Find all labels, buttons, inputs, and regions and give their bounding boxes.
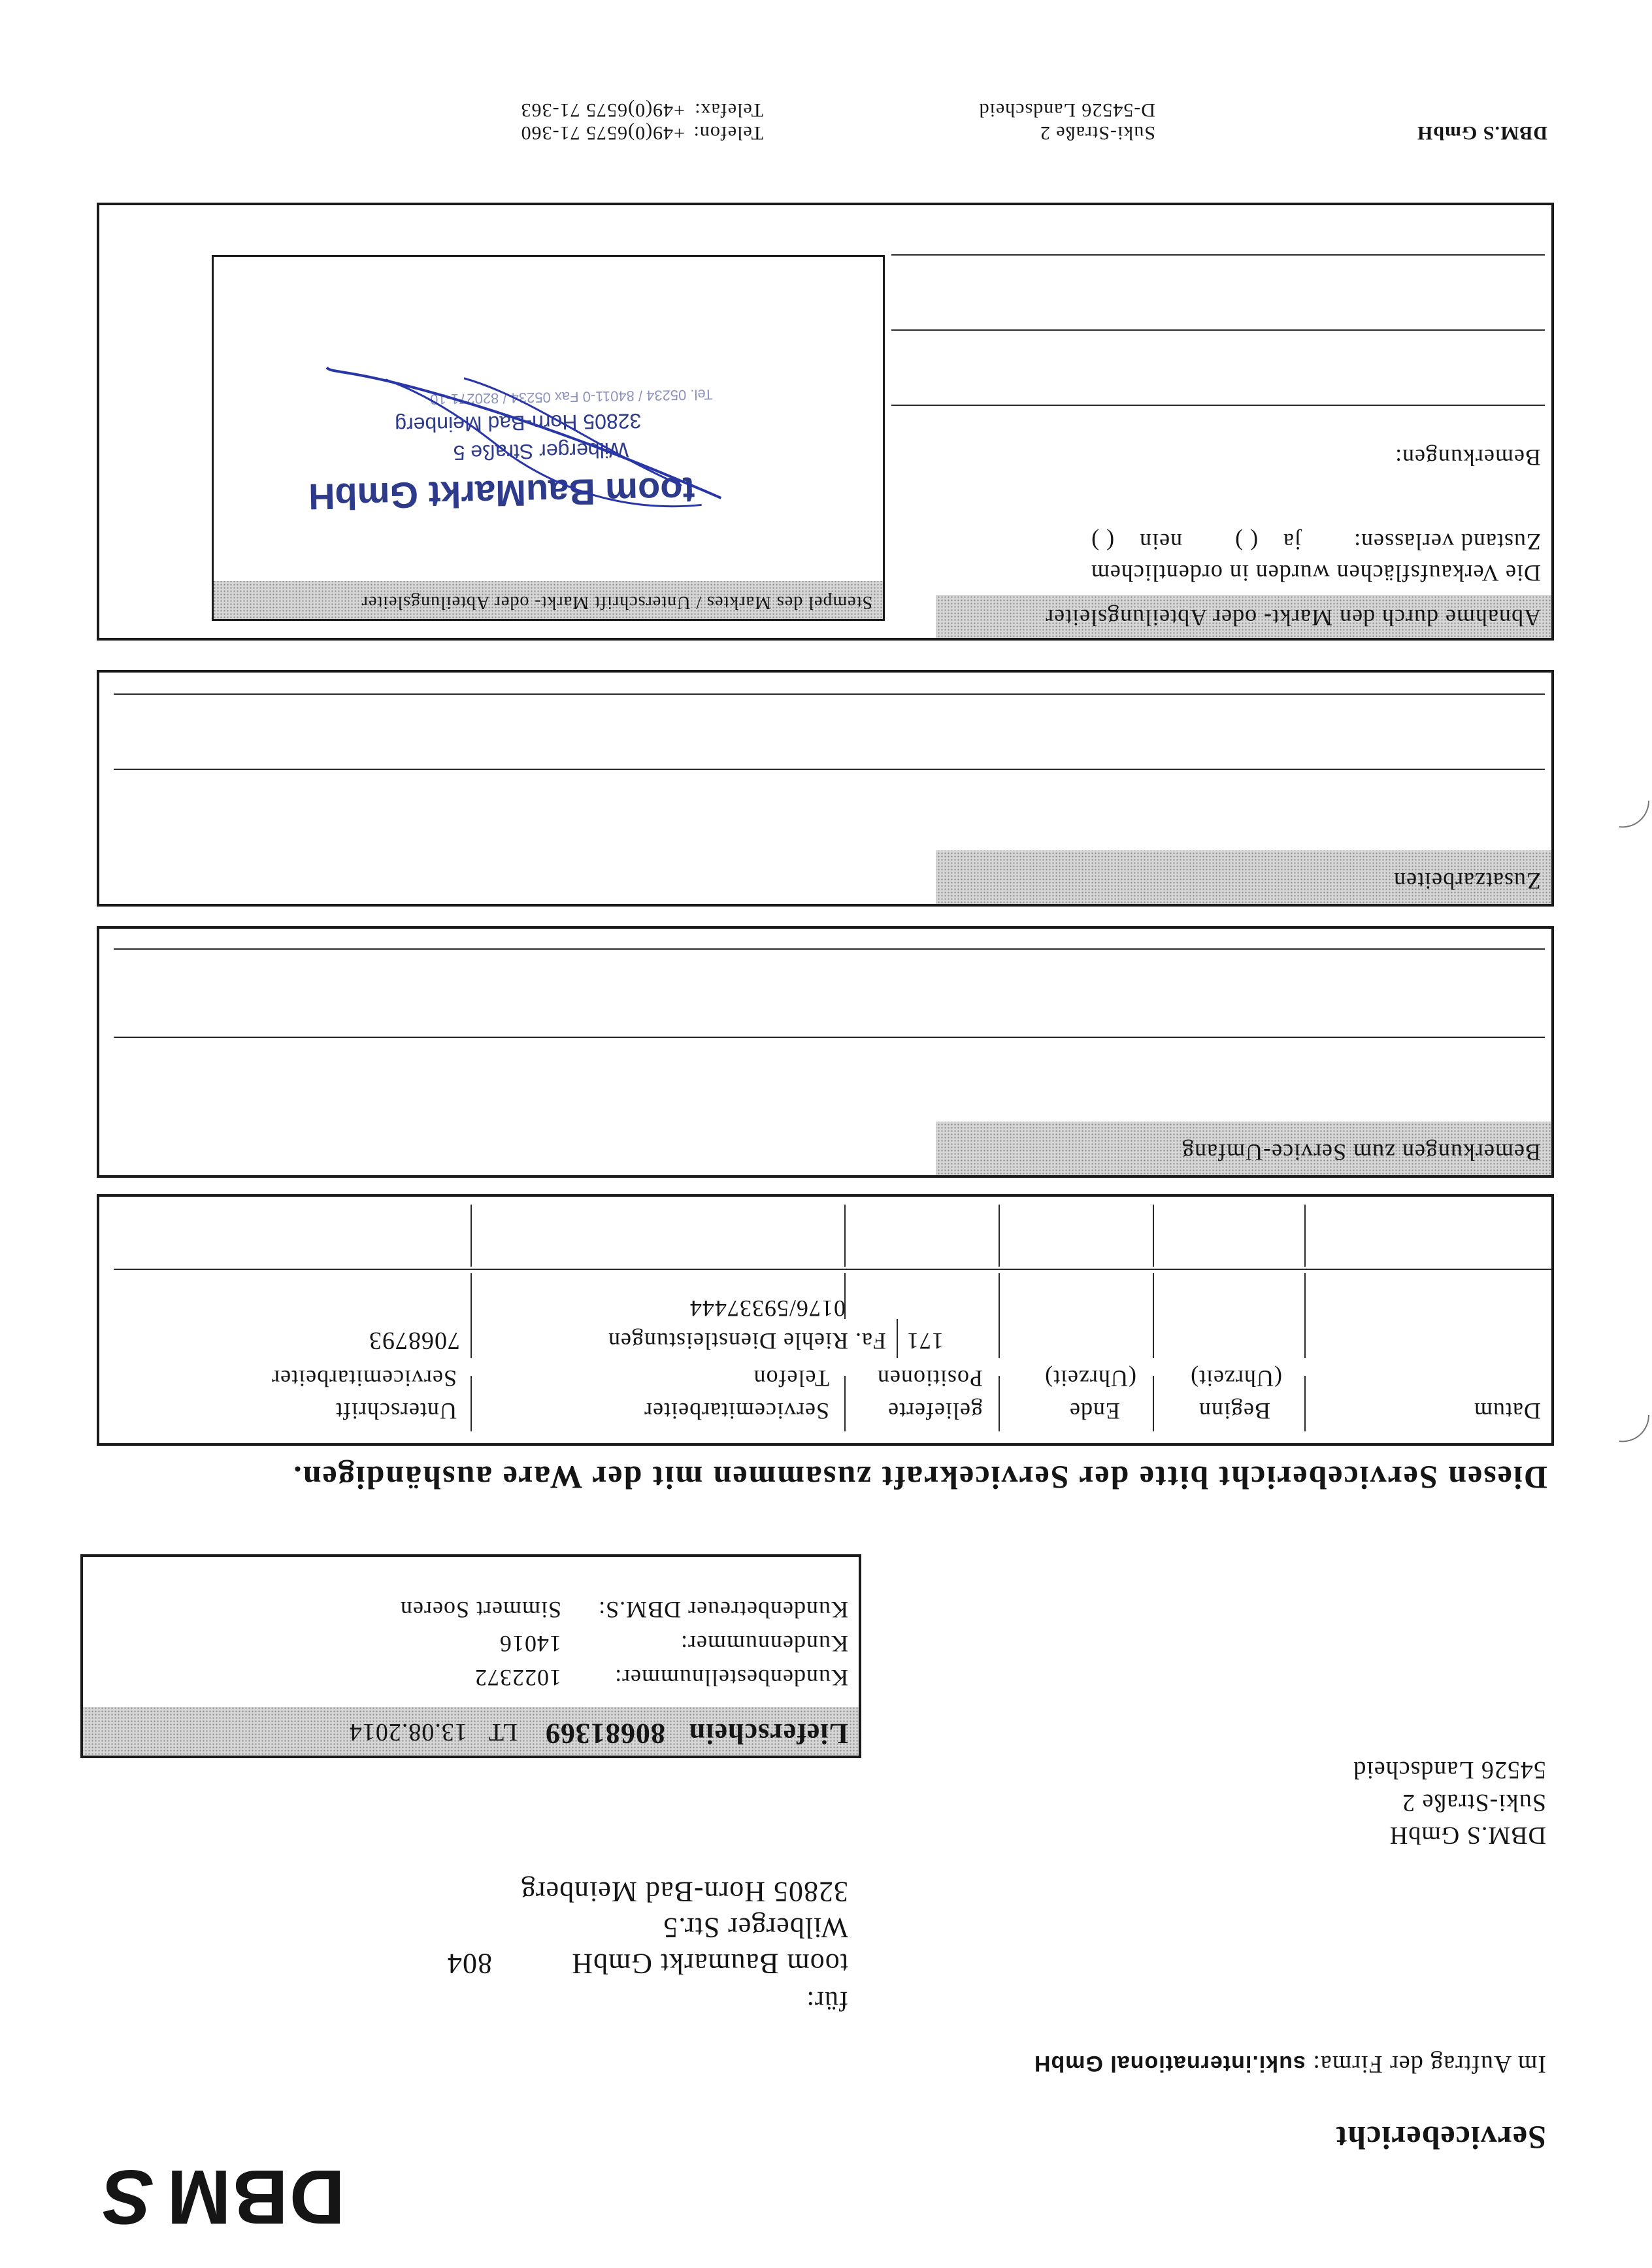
- ja-checkbox[interactable]: ( ): [1234, 529, 1259, 555]
- row-divider: [999, 1205, 1000, 1267]
- row-divider: [999, 1273, 1000, 1358]
- kundenbestellnummer-label: Kundenbestellnummer:: [614, 1665, 848, 1691]
- row-divider: [844, 1273, 846, 1319]
- punch-hole-mark: [1613, 791, 1652, 830]
- abnahme-box: [97, 203, 1554, 641]
- abnahme-header: Abnahme durch den Markt- oder Abteilungsleiter: [936, 595, 1551, 638]
- col-header-unterschrift: Unterschrift: [335, 1398, 457, 1424]
- row-divider: [471, 1205, 472, 1267]
- stamp-line4: Tel. 05234 / 84011-0 Fax 05234 / 820271-10: [429, 386, 713, 408]
- lieferschein-lt: LT: [487, 1718, 518, 1746]
- lieferschein-label: Lieferschein: [688, 1718, 848, 1750]
- nein-checkbox[interactable]: ( ): [1091, 529, 1115, 555]
- lieferschein-number: 80681369: [544, 1718, 665, 1750]
- row1-telefon: 0176/59337444: [689, 1295, 846, 1322]
- row1-unterschrift: 7068793: [369, 1327, 460, 1354]
- auftrag-company: suki.international GmbH: [1033, 2051, 1306, 2076]
- fuer-name: toom Baumarkt GmbH: [571, 1948, 848, 1980]
- col-header-positionen-sub: Positionen: [876, 1365, 983, 1392]
- row-divider: [1153, 1273, 1154, 1358]
- footer-telefon: +49(0)6575 71-360: [520, 122, 685, 144]
- row-divider: [1304, 1205, 1306, 1267]
- col-header-ende: Ende: [1069, 1398, 1120, 1424]
- page-title: Servicebericht: [1335, 2120, 1546, 2156]
- punch-hole-mark: [1613, 1405, 1652, 1444]
- col-divider: [471, 1376, 472, 1431]
- kundennummer-value: 14016: [499, 1631, 561, 1657]
- col-divider: [844, 1376, 846, 1431]
- logo-mark: S: [101, 2154, 154, 2240]
- table-rule: [114, 1269, 1551, 1270]
- col-header-beginn-sub: (Uhrzeit): [1190, 1365, 1282, 1392]
- writing-line: [891, 254, 1545, 256]
- writing-line: [891, 405, 1545, 406]
- row1-positionen: 171: [906, 1328, 944, 1354]
- row-divider: [471, 1273, 472, 1358]
- abnahme-line1: Die Verkaufsflächen wurden in ordentlichem: [1090, 560, 1541, 586]
- sender-street: Suki-Straße 2: [1402, 1789, 1546, 1816]
- col-divider: [1153, 1376, 1154, 1431]
- fuer-label: für:: [806, 1986, 848, 2016]
- writing-line: [114, 948, 1545, 950]
- bemerkungen-service-box: [97, 926, 1554, 1178]
- col-header-ende-sub: (Uhrzeit): [1044, 1365, 1136, 1392]
- writing-line: [891, 329, 1545, 331]
- col-header-unterschrift-sub: Servicemitarbeiter: [271, 1365, 457, 1392]
- footer-company: DBM.S GmbH: [1416, 122, 1547, 144]
- lieferschein-date: 13.08.2014: [348, 1718, 467, 1746]
- kundenbetreuer-label: Kundenbetreuer DBM.S:: [598, 1597, 848, 1623]
- row-divider: [844, 1205, 846, 1267]
- sender-name: DBM.S GmbH: [1389, 1822, 1546, 1849]
- signature: [320, 354, 728, 531]
- footer-telefax-label: Telefax:: [694, 99, 763, 121]
- fuer-street: Wilberger Str.5: [663, 1912, 848, 1944]
- row-divider: [1304, 1273, 1306, 1358]
- row-divider: [897, 1319, 898, 1358]
- col-header-mitarbeiter: Servicemitarbeiter: [644, 1398, 829, 1424]
- bemerkungen-label: Bemerkungen:: [1395, 444, 1541, 471]
- footer-street: Suki-Straße 2: [1039, 122, 1155, 144]
- writing-line: [114, 1037, 1545, 1038]
- zustand-label: Zustand verlassen:: [1353, 529, 1541, 555]
- row1-mitarbeiter: Fa. Riehle Dienstleistungen: [608, 1328, 886, 1354]
- instruction-text: Diesen Servicebericht bitte der Servicekraft zusammen mit der Ware aushändigen.: [292, 1459, 1547, 1496]
- fuer-number: 804: [447, 1948, 492, 1980]
- auftrag-line: [1034, 2050, 1546, 2078]
- ja-label: ja: [1283, 529, 1302, 555]
- company-stamp: [308, 302, 714, 518]
- col-header-beginn: Beginn: [1198, 1398, 1270, 1424]
- stamp-line3: 32805 Horn-Bad Meinberg: [394, 409, 642, 437]
- logo-text: DBM: [165, 2154, 345, 2240]
- footer-city: D-54526 Landscheid: [978, 99, 1155, 121]
- stamp-line2: Wilberger Straße 5: [453, 438, 629, 465]
- footer-telefon-label: Telefon:: [693, 122, 763, 144]
- bemerkungen-service-header: Bemerkungen zum Service-Umfang: [936, 1122, 1551, 1175]
- col-header-positionen: gelieferte: [887, 1398, 983, 1424]
- writing-line: [114, 769, 1545, 770]
- nein-label: nein: [1139, 529, 1183, 555]
- zusatzarbeiten-box: [97, 670, 1554, 907]
- abnahme-line2: [1091, 528, 1541, 556]
- stamp-line1: toom BauMarkt GmbH: [308, 469, 695, 518]
- lieferschein-header: [83, 1707, 859, 1756]
- sender-city: 54526 Landscheid: [1353, 1756, 1546, 1784]
- footer-telefax: +49(0)6575 71-363: [520, 99, 685, 121]
- lieferschein-box: [80, 1554, 861, 1758]
- kundennummer-label: Kundennummer:: [680, 1631, 848, 1657]
- row-divider: [1153, 1205, 1154, 1267]
- col-divider: [1304, 1376, 1306, 1431]
- kundenbetreuer-value: Simmert Soeren: [400, 1597, 561, 1623]
- stempel-box: [212, 255, 885, 621]
- writing-line: [114, 693, 1545, 695]
- stempel-header: Stempel des Marktes / Unterschrift Markt- oder Abteilungsleiter: [214, 581, 883, 619]
- col-header-datum: Datum: [1474, 1398, 1541, 1424]
- zusatzarbeiten-header: Zusatzarbeiten: [936, 850, 1551, 904]
- kundenbestellnummer-value: 1022372: [474, 1665, 561, 1691]
- col-divider: [999, 1376, 1000, 1431]
- service-table: [97, 1194, 1554, 1446]
- fuer-city: 32805 Horn-Bad Meinberg: [520, 1876, 848, 1908]
- auftrag-label: Im Auftrag der Firma:: [1312, 2050, 1546, 2078]
- dbm-logo: [101, 2154, 345, 2240]
- col-header-telefon: Telefon: [753, 1365, 829, 1392]
